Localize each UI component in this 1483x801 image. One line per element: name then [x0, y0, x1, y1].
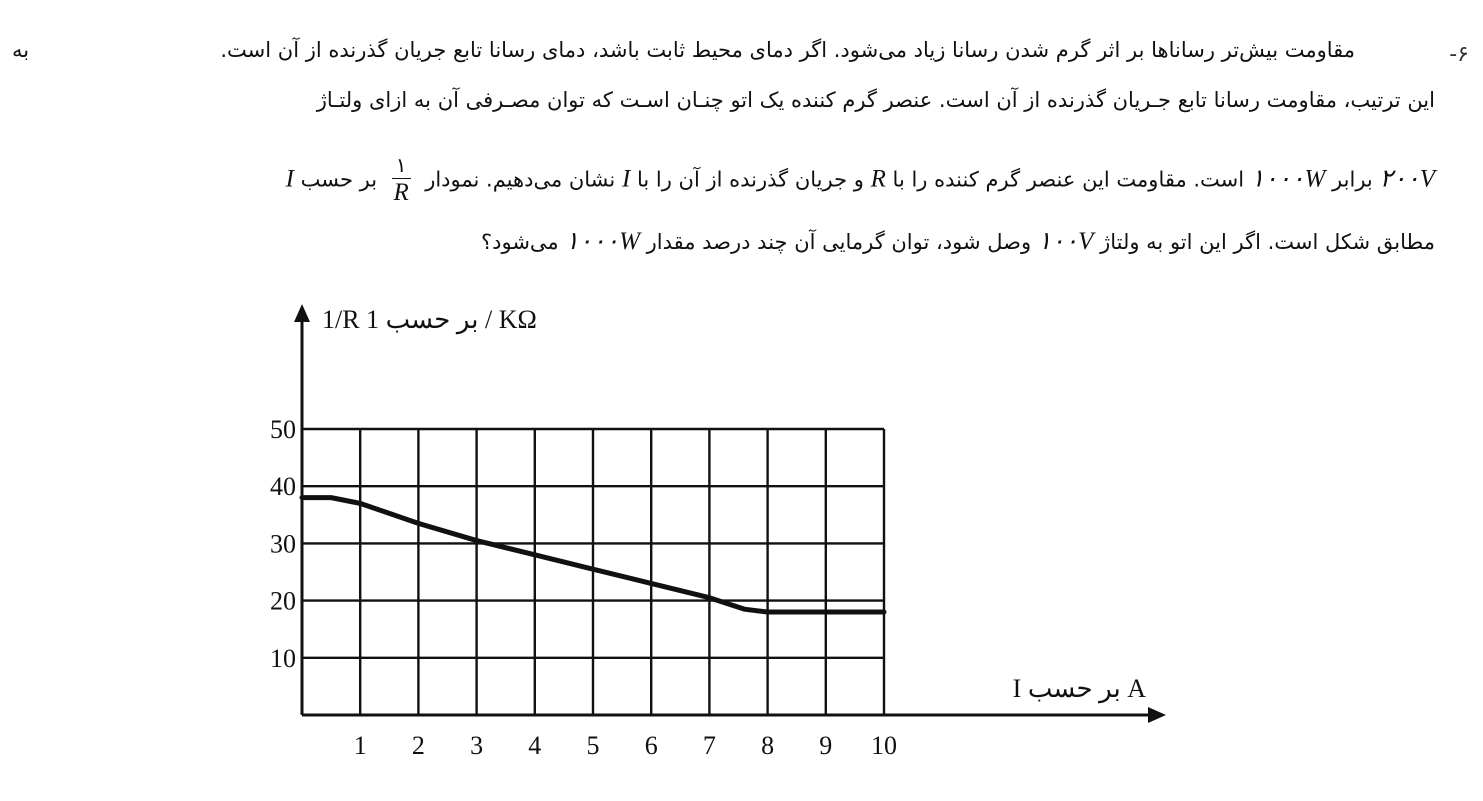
voltage-100: ۱۰۰V — [1037, 228, 1094, 255]
x-axis-arrow-icon — [1148, 707, 1166, 723]
x-tick-label: 7 — [702, 731, 716, 760]
line3-text-c: و جریان گذرنده از آن را با — [636, 167, 864, 192]
x-tick-label: 4 — [528, 731, 542, 760]
line3-text-b: است. مقاومت این عنصر گرم کننده را با — [892, 167, 1245, 192]
line4-text-b: وصل شود، توان گرمایی آن چند درصد مقدار — [646, 230, 1032, 254]
x-tick-label: 9 — [819, 731, 833, 760]
line3-text-d: نشان می‌دهیم. نمودار — [425, 167, 616, 192]
line4-text-c: می‌شود؟ — [480, 230, 559, 254]
line1-text: مقاومت بیش‌تر رساناها بر اثر گرم شدن رسانا زیاد می‌شود. اگر دمای محیط ثابت باشد، دمای رسانا تابع جریان گذرنده از آن است. — [220, 38, 1355, 62]
y-tick-label: 20 — [270, 586, 296, 616]
x-tick-label: 10 — [871, 731, 897, 760]
y-tick-label: 40 — [270, 472, 296, 502]
symbol-i-2: I — [285, 165, 294, 193]
x-tick-label: 3 — [470, 731, 484, 760]
line1-end: به — [12, 38, 30, 62]
fraction-numerator: ۱ — [392, 154, 411, 179]
x-tick-label: 2 — [411, 731, 425, 760]
fraction-denominator: R — [393, 179, 409, 206]
y-axis-label: 1/R بر حسب 1 / KΩ — [322, 305, 537, 334]
x-axis-label: I بر حسب A — [1012, 674, 1146, 703]
question-number: -۶ — [1449, 42, 1469, 67]
y-tick-label: 50 — [270, 415, 296, 444]
x-tick-label: 6 — [644, 731, 658, 760]
power-1000-b: ۱۰۰۰W — [565, 228, 640, 255]
line3-text-a: برابر — [1332, 167, 1373, 192]
line3-text-e: بر حسب — [300, 167, 378, 192]
power-1000: ۱۰۰۰W — [1250, 165, 1326, 193]
y-tick-label: 30 — [270, 529, 296, 559]
x-tick-label: 5 — [586, 731, 600, 760]
line4-text-a: مطابق شکل است. اگر این اتو به ولتاژ — [1100, 230, 1435, 254]
question-line-2: این ترتیب، مقاومت رسانا تابع جـریان گذرنده از آن است. عنصر گرم کننده یک اتو چنـان اسـت که توان مصـرفی آن به ازای ولتـاژ — [316, 88, 1435, 112]
x-tick-label: 1 — [353, 731, 367, 760]
y-axis-arrow-icon — [294, 304, 310, 322]
symbol-i: I — [621, 165, 631, 193]
voltage-200: ۲۰۰V — [1379, 165, 1435, 193]
y-tick-label: 10 — [270, 643, 296, 673]
x-tick-label: 8 — [761, 731, 775, 760]
symbol-r: R — [870, 165, 886, 193]
